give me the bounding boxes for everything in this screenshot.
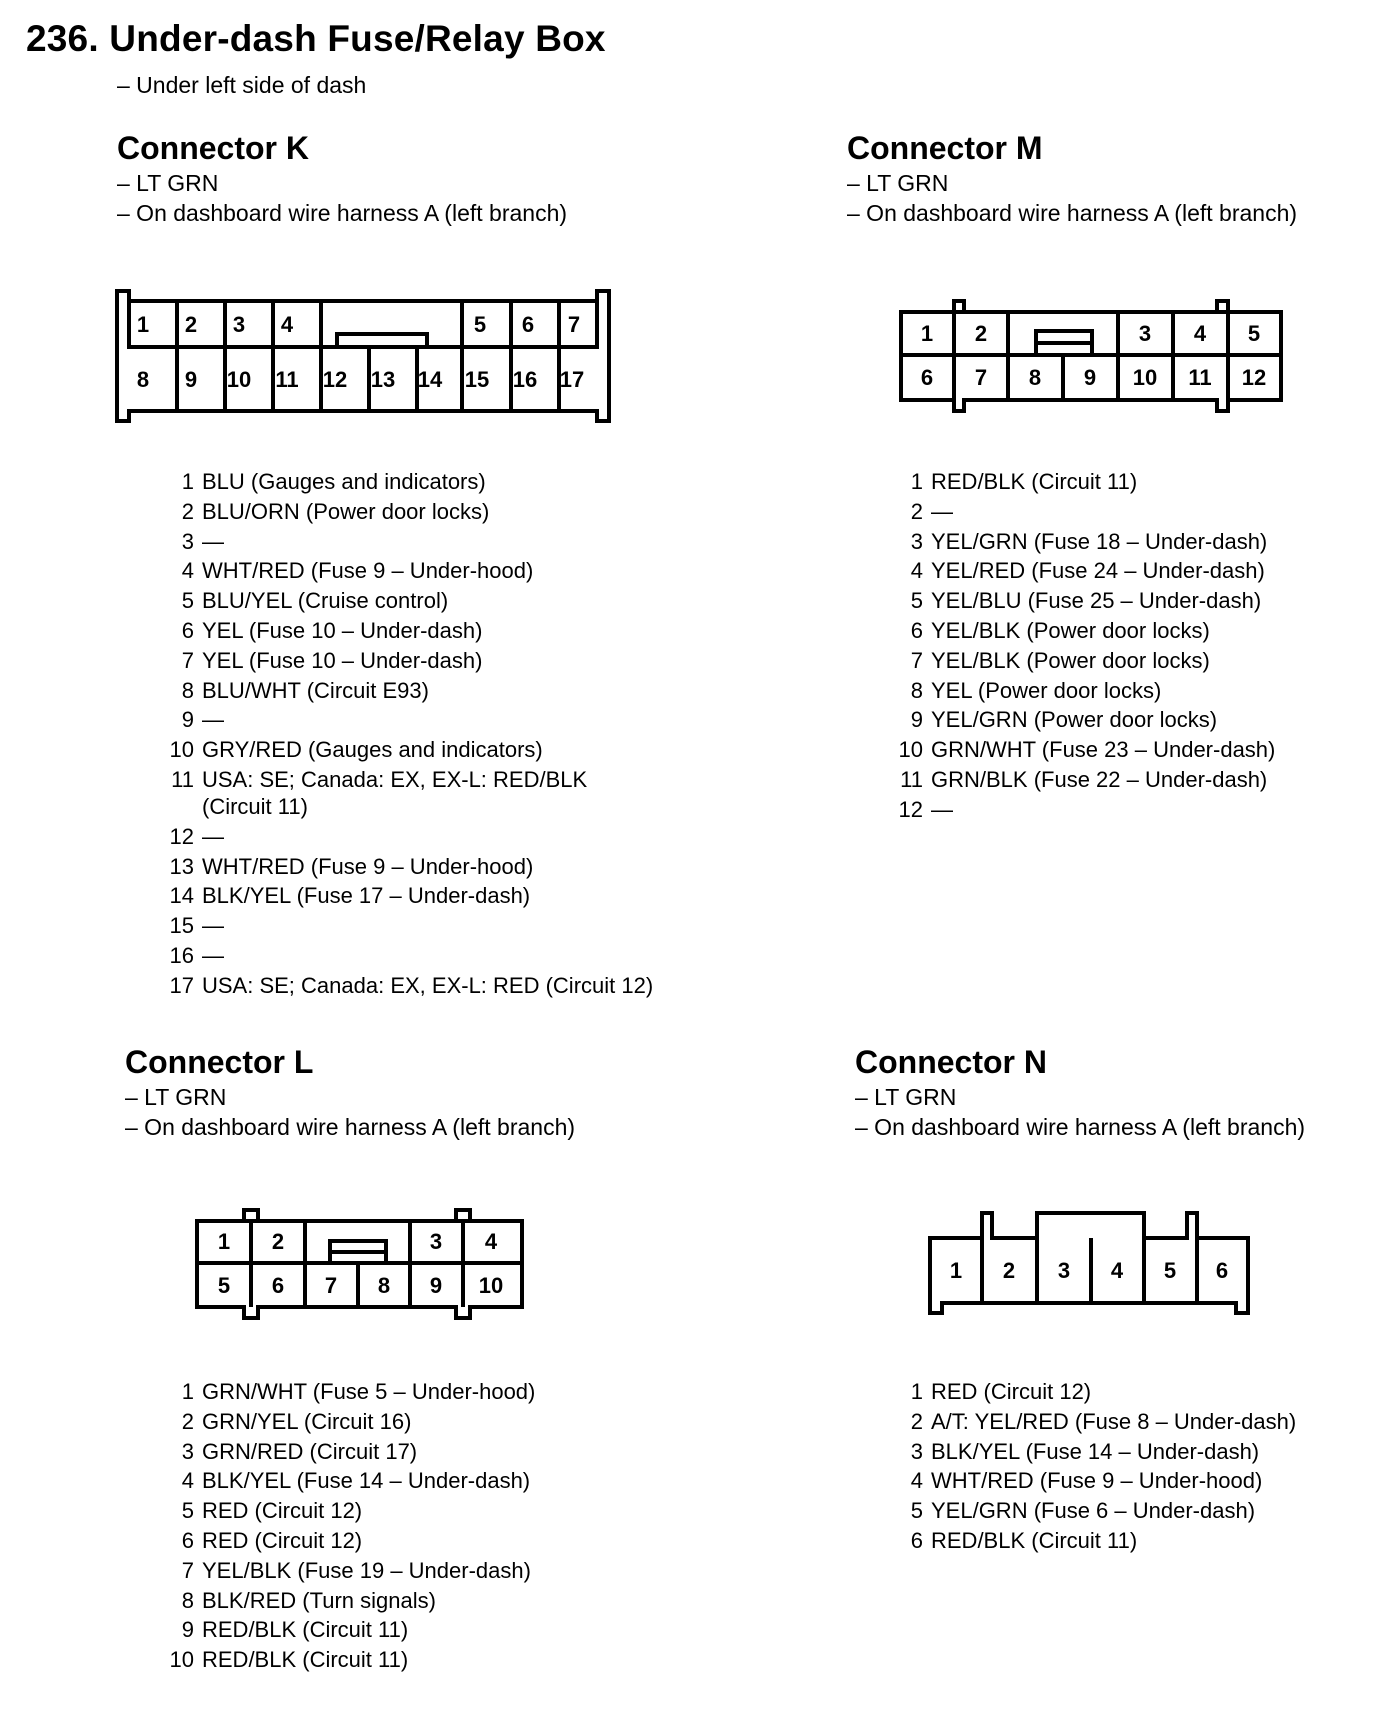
pin-row xyxy=(168,557,708,584)
pin-description: GRN/WHT (Fuse 5 – Under-hood) xyxy=(202,1379,536,1404)
connector-k-cavity: 15 xyxy=(464,367,490,392)
connector-n-cavity: 1 xyxy=(949,1258,963,1283)
pin-row xyxy=(168,942,708,969)
connector-l-header xyxy=(125,1042,575,1142)
connector-m-header xyxy=(847,128,1297,228)
connector-n-cavity: 3 xyxy=(1057,1258,1071,1283)
connector-m-title: Connector M xyxy=(847,130,1043,166)
pin-row xyxy=(897,587,1337,614)
connector-l-pin-list xyxy=(168,1378,708,1676)
connector-k-cavity: 16 xyxy=(512,367,538,392)
pin-description: — xyxy=(202,913,224,939)
connector-l-cavity: 6 xyxy=(271,1273,285,1298)
pin-number: 3 xyxy=(181,1438,194,1464)
pin-description: GRN/YEL (Circuit 16) xyxy=(202,1408,412,1434)
pin-row xyxy=(168,1438,708,1465)
pin-number: 12 xyxy=(898,796,923,822)
pin-row xyxy=(168,766,612,820)
pin-number: 9 xyxy=(181,707,194,733)
pin-row xyxy=(897,1438,1357,1465)
pin-number: 9 xyxy=(181,1617,194,1643)
pin-row xyxy=(168,468,708,495)
pin-number: 14 xyxy=(169,883,194,909)
pin-row xyxy=(168,677,708,704)
pin-number: 8 xyxy=(910,677,923,703)
pin-row xyxy=(897,1527,1357,1554)
connector-n-header xyxy=(855,1042,1305,1142)
pin-number: 8 xyxy=(181,1587,194,1613)
pin-description: GRN/RED (Circuit 17) xyxy=(202,1438,418,1464)
connector-k-cavity: 3 xyxy=(232,312,246,337)
pin-description: RED/BLK (Circuit 11) xyxy=(931,469,1138,494)
pin-description: A/T: YEL/RED (Fuse 8 – Under-dash) xyxy=(931,1408,1297,1434)
connector-l-color: – LT GRN xyxy=(125,1084,227,1110)
pin-description: — xyxy=(202,942,224,968)
pin-number: 7 xyxy=(181,647,194,673)
connector-k-title: Connector K xyxy=(117,130,309,166)
pin-number: 4 xyxy=(910,1468,923,1494)
connector-n-diagram xyxy=(925,1208,1255,1323)
pin-row xyxy=(897,528,1337,555)
connector-k-pin-list xyxy=(168,468,708,1002)
pin-description: BLU/WHT (Circuit E93) xyxy=(202,677,429,703)
pin-description: — xyxy=(931,498,953,524)
pin-description: BLU/YEL (Cruise control) xyxy=(202,588,449,614)
pin-row xyxy=(168,528,708,555)
connector-m-cavity: 12 xyxy=(1241,365,1267,390)
connector-k-location: – On dashboard wire harness A (left branch) xyxy=(117,200,568,226)
pin-number: 1 xyxy=(181,1379,194,1404)
connector-l-cavity: 1 xyxy=(217,1229,231,1254)
connector-k-header xyxy=(117,128,567,228)
pin-description: YEL/BLK (Power door locks) xyxy=(931,647,1210,673)
connector-l-cavity: 8 xyxy=(377,1273,391,1298)
connector-k-cavity: 10 xyxy=(226,367,252,392)
connector-l-cavity: 7 xyxy=(324,1273,338,1298)
pin-number: 11 xyxy=(900,766,923,792)
pin-row xyxy=(897,1408,1357,1435)
pin-number: 10 xyxy=(169,1647,194,1673)
pin-description: GRN/BLK (Fuse 22 – Under-dash) xyxy=(931,766,1268,792)
page-subtitle: – Under left side of dash xyxy=(117,72,367,98)
pin-description: USA: SE; Canada: EX, EX-L: RED/BLK (Circuit 11) xyxy=(202,766,588,819)
pin-row xyxy=(168,1646,708,1673)
pin-number: 1 xyxy=(181,469,194,494)
pin-row xyxy=(168,1467,708,1494)
pin-row xyxy=(897,1467,1357,1494)
pin-number: 5 xyxy=(910,1498,923,1524)
connector-k-cavity: 2 xyxy=(184,312,198,337)
pin-description: BLU (Gauges and indicators) xyxy=(202,469,486,494)
connector-k-cavity: 11 xyxy=(275,367,299,392)
pin-number: 3 xyxy=(910,1438,923,1464)
connector-n-title: Connector N xyxy=(855,1044,1047,1080)
pin-description: YEL/BLK (Fuse 19 – Under-dash) xyxy=(202,1557,531,1583)
pin-row xyxy=(897,557,1337,584)
pin-row xyxy=(168,882,708,909)
connector-m-cavity: 6 xyxy=(920,365,934,390)
connector-l-title: Connector L xyxy=(125,1044,314,1080)
pin-description: — xyxy=(931,796,953,822)
connector-l-cavity: 2 xyxy=(271,1229,285,1254)
pin-description: RED (Circuit 12) xyxy=(202,1527,363,1553)
pin-number: 2 xyxy=(181,1408,194,1434)
pin-number: 6 xyxy=(181,617,194,643)
connector-l-cavity: 3 xyxy=(429,1229,443,1254)
pin-row xyxy=(897,766,1337,793)
pin-number: 8 xyxy=(181,677,194,703)
pin-description: — xyxy=(202,528,224,554)
pin-number: 7 xyxy=(910,647,923,673)
connector-m-cavity: 4 xyxy=(1193,321,1207,346)
connector-k-diagram xyxy=(112,286,612,426)
pin-row xyxy=(168,736,708,763)
pin-description: WHT/RED (Fuse 9 – Under-hood) xyxy=(931,1468,1263,1494)
pin-description: RED/BLK (Circuit 11) xyxy=(202,1647,409,1673)
pin-description: BLK/YEL (Fuse 14 – Under-dash) xyxy=(202,1468,531,1494)
pin-number: 6 xyxy=(910,617,923,643)
pin-row xyxy=(897,796,1337,823)
pin-number: 6 xyxy=(910,1527,923,1553)
pin-row xyxy=(168,972,708,999)
pin-description: YEL/BLU (Fuse 25 – Under-dash) xyxy=(931,588,1262,614)
pin-row xyxy=(168,647,708,674)
pin-description: YEL (Fuse 10 – Under-dash) xyxy=(202,617,483,643)
pin-description: YEL/GRN (Power door locks) xyxy=(931,707,1218,733)
connector-m-cavity: 2 xyxy=(974,321,988,346)
connector-l-cavity: 9 xyxy=(429,1273,443,1298)
connector-k-cavity: 1 xyxy=(136,312,150,337)
pin-row xyxy=(897,1497,1357,1524)
pin-description: RED/BLK (Circuit 11) xyxy=(202,1617,409,1643)
pin-number: 10 xyxy=(169,737,194,763)
pin-description: YEL (Power door locks) xyxy=(931,677,1162,703)
pin-description: GRN/WHT (Fuse 23 – Under-dash) xyxy=(931,737,1276,763)
pin-row xyxy=(168,1497,708,1524)
pin-description: RED (Circuit 12) xyxy=(202,1498,363,1524)
pin-row xyxy=(168,823,708,850)
connector-l-cavity: 5 xyxy=(217,1273,231,1298)
pin-number: 1 xyxy=(910,469,923,494)
pin-number: 13 xyxy=(169,853,194,879)
connector-k-cavity: 14 xyxy=(417,367,443,392)
connector-n-location: – On dashboard wire harness A (left branch) xyxy=(855,1114,1306,1140)
connector-n-cavity: 5 xyxy=(1163,1258,1177,1283)
connector-m-cavity: 10 xyxy=(1132,365,1158,390)
connector-m-cavity: 5 xyxy=(1247,321,1261,346)
pin-description: RED (Circuit 12) xyxy=(931,1379,1092,1404)
connector-n-cavity: 2 xyxy=(1002,1258,1016,1283)
pin-description: YEL/GRN (Fuse 18 – Under-dash) xyxy=(931,528,1268,554)
pin-description: — xyxy=(202,823,224,849)
connector-m-cavity: 9 xyxy=(1083,365,1097,390)
pin-number: 6 xyxy=(181,1527,194,1553)
connector-m-location: – On dashboard wire harness A (left branch) xyxy=(847,200,1298,226)
pin-description: BLK/YEL (Fuse 17 – Under-dash) xyxy=(202,883,531,909)
pin-row xyxy=(897,647,1337,674)
pin-number: 3 xyxy=(910,528,923,554)
connector-l-diagram xyxy=(192,1205,532,1323)
pin-number: 4 xyxy=(181,1468,194,1494)
pin-row xyxy=(168,912,708,939)
connector-k-cavity: 6 xyxy=(521,312,535,337)
pin-number: 2 xyxy=(910,1408,923,1434)
pin-description: YEL (Fuse 10 – Under-dash) xyxy=(202,647,483,673)
pin-number: 15 xyxy=(169,913,194,939)
connector-m-color: – LT GRN xyxy=(847,170,949,196)
pin-row xyxy=(168,587,708,614)
pin-number: 5 xyxy=(181,1498,194,1524)
page-title: 236. Under-dash Fuse/Relay Box xyxy=(26,18,606,59)
pin-row xyxy=(897,677,1337,704)
pin-row xyxy=(897,1378,1357,1405)
pin-description: BLK/YEL (Fuse 14 – Under-dash) xyxy=(931,1438,1260,1464)
pin-description: WHT/RED (Fuse 9 – Under-hood) xyxy=(202,853,534,879)
connector-k-cavity: 17 xyxy=(559,367,585,392)
pin-row xyxy=(897,736,1337,763)
pin-number: 17 xyxy=(169,972,194,998)
connector-m-cavity: 1 xyxy=(920,321,934,346)
pin-number: 11 xyxy=(171,766,194,792)
pin-row xyxy=(897,498,1337,525)
pin-number: 1 xyxy=(910,1379,923,1404)
connector-m-cavity: 7 xyxy=(974,365,988,390)
pin-description: YEL/RED (Fuse 24 – Under-dash) xyxy=(931,558,1265,584)
pin-description: — xyxy=(202,707,224,733)
pin-number: 7 xyxy=(181,1557,194,1583)
connector-k-color: – LT GRN xyxy=(117,170,219,196)
pin-description: BLK/RED (Turn signals) xyxy=(202,1587,436,1613)
pin-description: YEL/BLK (Power door locks) xyxy=(931,617,1210,643)
connector-m-pin-list xyxy=(897,468,1337,826)
pin-number: 12 xyxy=(169,823,194,849)
connector-k-cavity: 7 xyxy=(567,312,581,337)
pin-number: 5 xyxy=(181,588,194,614)
pin-row xyxy=(168,1378,708,1405)
connector-n-pin-list xyxy=(897,1378,1357,1557)
pin-row xyxy=(168,1587,708,1614)
connector-m-cavity: 8 xyxy=(1028,365,1042,390)
pin-number: 9 xyxy=(910,707,923,733)
connector-n-color: – LT GRN xyxy=(855,1084,957,1110)
pin-description: USA: SE; Canada: EX, EX-L: RED (Circuit 12) xyxy=(202,972,654,998)
connector-n-cavity: 6 xyxy=(1215,1258,1229,1283)
pin-number: 3 xyxy=(181,528,194,554)
pin-description: BLU/ORN (Power door locks) xyxy=(202,498,490,524)
pin-description: WHT/RED (Fuse 9 – Under-hood) xyxy=(202,558,534,584)
connector-m-cavity: 11 xyxy=(1188,365,1212,390)
pin-number: 2 xyxy=(910,498,923,524)
connector-k-cavity: 8 xyxy=(136,367,150,392)
connector-l-cavity: 4 xyxy=(484,1229,498,1254)
pin-row xyxy=(168,1616,708,1643)
pin-row xyxy=(168,498,708,525)
pin-number: 5 xyxy=(910,588,923,614)
pin-row xyxy=(897,617,1337,644)
connector-k-cavity: 9 xyxy=(184,367,198,392)
pin-number: 2 xyxy=(181,498,194,524)
pin-row xyxy=(168,617,708,644)
pin-number: 4 xyxy=(910,558,923,584)
pin-number: 16 xyxy=(169,942,194,968)
pin-row xyxy=(168,1557,708,1584)
connector-m-cavity: 3 xyxy=(1138,321,1152,346)
pin-description: RED/BLK (Circuit 11) xyxy=(931,1527,1138,1553)
connector-l-location: – On dashboard wire harness A (left branch) xyxy=(125,1114,576,1140)
pin-number: 10 xyxy=(898,737,923,763)
pin-row xyxy=(168,1408,708,1435)
pin-row xyxy=(168,706,708,733)
connector-k-cavity: 5 xyxy=(473,312,487,337)
connector-m-diagram xyxy=(896,296,1286,416)
pin-row xyxy=(168,853,708,880)
connector-n-cavity: 4 xyxy=(1110,1258,1124,1283)
pin-description: GRY/RED (Gauges and indicators) xyxy=(202,737,543,763)
pin-number: 4 xyxy=(181,558,194,584)
pin-row xyxy=(897,706,1337,733)
pin-row xyxy=(168,1527,708,1554)
pin-description: YEL/GRN (Fuse 6 – Under-dash) xyxy=(931,1498,1256,1524)
connector-l-cavity: 10 xyxy=(478,1273,504,1298)
connector-k-cavity: 4 xyxy=(280,312,294,337)
connector-k-cavity: 12 xyxy=(322,367,348,392)
pin-row xyxy=(897,468,1337,495)
connector-k-cavity: 13 xyxy=(370,367,396,392)
